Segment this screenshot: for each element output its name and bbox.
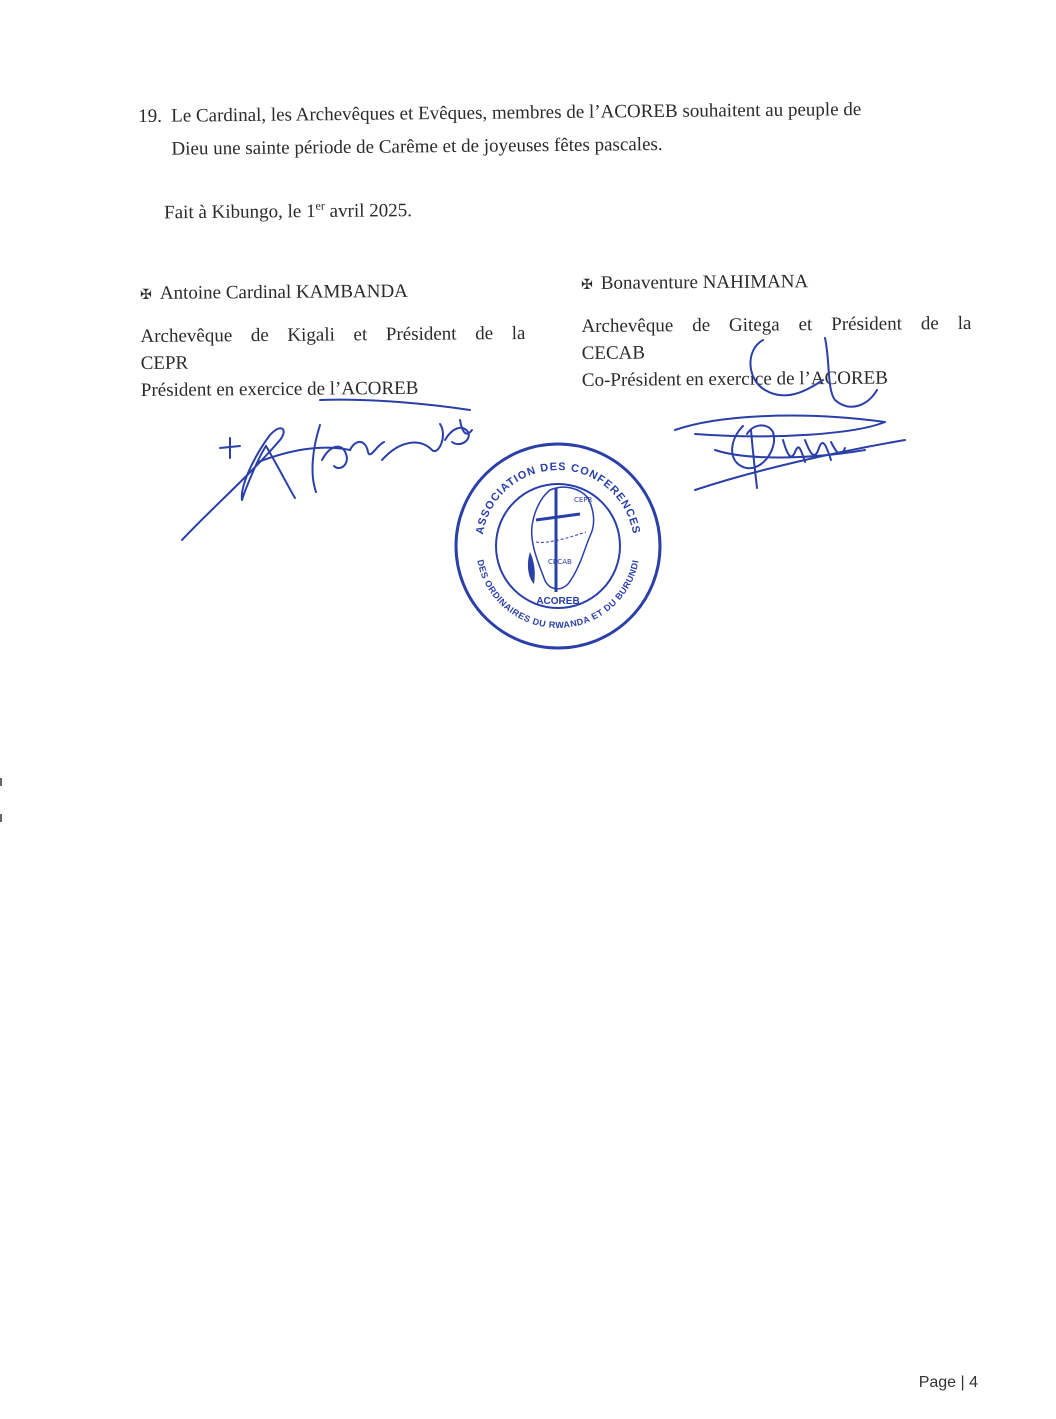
dateline-superscript: er <box>315 198 325 213</box>
acoreb-seal <box>452 440 664 652</box>
signatory-role: Co-Président en exercice de l’ACOREB <box>581 367 888 391</box>
closing-paragraph <box>138 92 969 166</box>
paragraph-line-1: Le Cardinal, les Archevêques et Evêques, membres de l’ACOREB souhaitent au peuple de <box>171 99 862 127</box>
dateline-suffix: avril 2025. <box>324 200 413 222</box>
paragraph-line-2: Dieu une sainte période de Carême et de joyeuses fêtes pascales. <box>171 133 663 160</box>
signatory-conference: CEPR <box>140 352 189 374</box>
place-and-date <box>164 198 412 224</box>
cross-icon: ✠ <box>140 287 152 303</box>
seal-bottom-text: DES ORDINAIRES DU RWANDA ET DU BURUNDI <box>475 558 641 631</box>
signatory-role: Président en exercice de l’ACOREB <box>140 377 419 401</box>
signatory-conference: CECAB <box>581 342 646 364</box>
seal-map-label-south: CECAB <box>548 558 572 566</box>
signature-left <box>170 380 490 550</box>
page-number: Page | 4 <box>918 1374 978 1391</box>
seal-center-label: ACOREB <box>536 596 580 607</box>
scan-edge-mark <box>0 814 2 822</box>
signatory-title: Archevêque de Kigali et Président de la <box>140 322 526 347</box>
seal-map-label-north: CEPR <box>574 496 593 504</box>
signatory-name: Bonaventure NAHIMANA <box>600 271 809 294</box>
signatory-name: Antoine Cardinal KAMBANDA <box>159 280 408 304</box>
signature-right <box>655 330 915 500</box>
seal-top-text: ASSOCIATION DES CONFERENCES <box>473 460 643 536</box>
scan-edge-mark <box>0 778 2 786</box>
cross-icon: ✠ <box>581 277 593 293</box>
paragraph-number: 19. <box>138 105 163 127</box>
signatory-title: Archevêque de Gitega et Président de la <box>581 312 972 337</box>
dateline-prefix: Fait à Kibungo, le 1 <box>164 201 316 224</box>
